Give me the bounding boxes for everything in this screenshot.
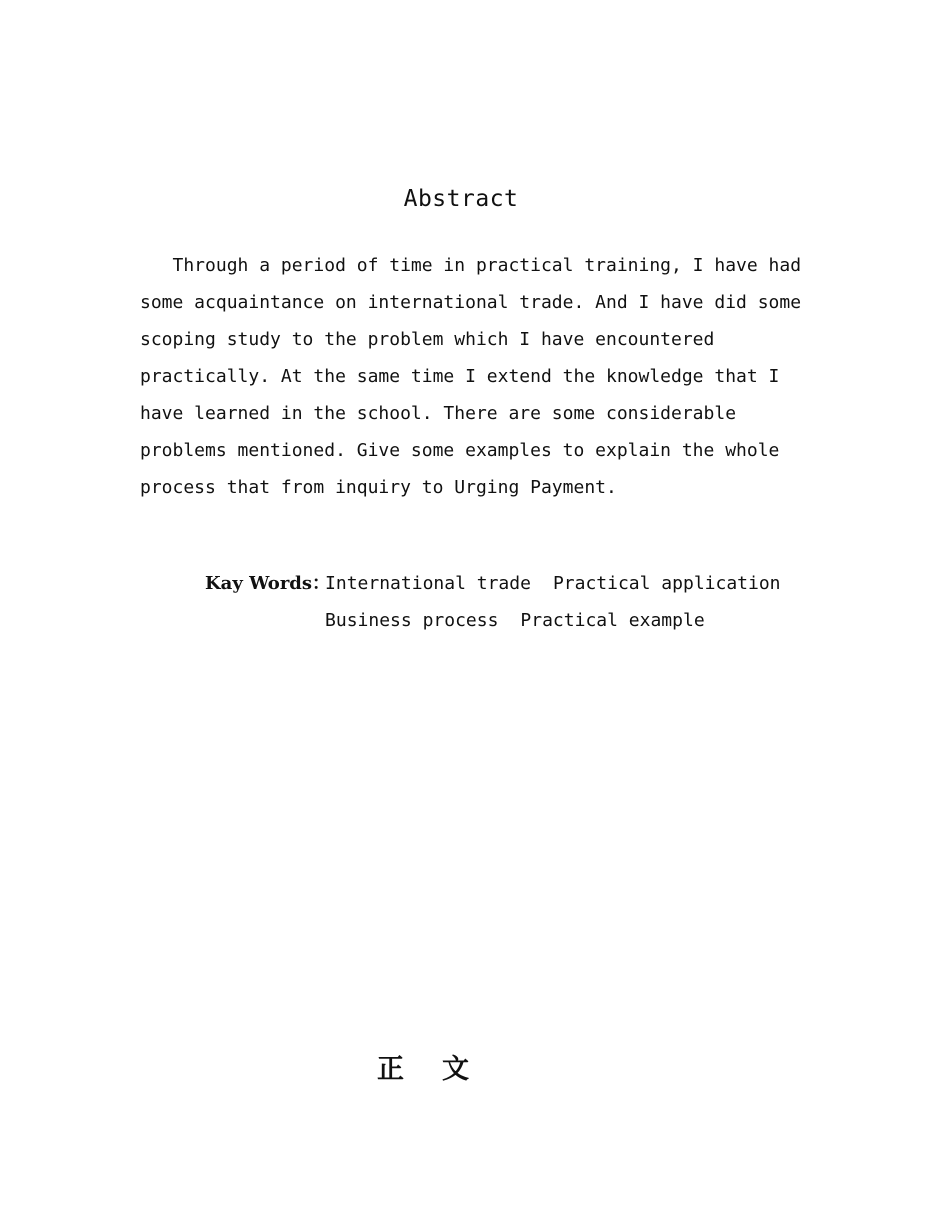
keyword-item: Practical application — [552, 573, 781, 594]
abstract-title: Abstract — [403, 186, 519, 212]
abstract-body — [140, 247, 820, 506]
section-heading: 正文 — [377, 1054, 507, 1085]
keywords-label: Kay Words： — [205, 573, 331, 594]
abstract-line: scoping study to the problem which I have encountered — [140, 329, 715, 350]
abstract-line: have learned in the school. There are some considerable — [140, 403, 737, 424]
abstract-line: practically. At the same time I extend the knowledge that I — [140, 366, 780, 387]
keyword-item: International trade — [325, 573, 531, 594]
keywords-block — [140, 528, 840, 631]
abstract-line: process that from inquiry to Urging Payment. — [140, 477, 617, 498]
keyword-item: Practical example — [520, 610, 705, 631]
abstract-line: some acquaintance on international trade. And I have did some — [140, 292, 802, 313]
keyword-item: Business process — [325, 610, 499, 631]
abstract-line: Through a period of time in practical training, I have had — [140, 255, 802, 276]
keywords-row — [140, 528, 840, 594]
abstract-line: problems mentioned. Give some examples to explain the whole — [140, 440, 780, 461]
